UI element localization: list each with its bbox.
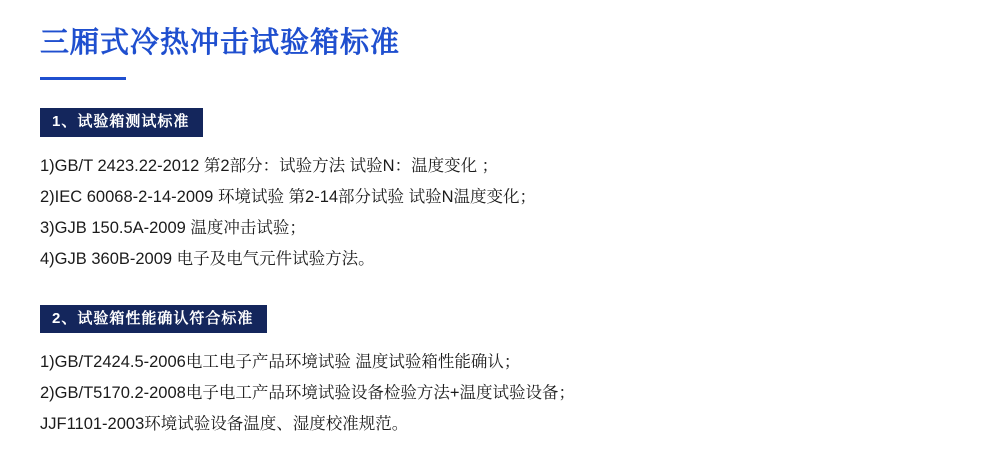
section-test-standards	[40, 108, 960, 275]
list-item: 2)GB/T5170.2-2008电子电工产品环境试验设备检验方法+温度试验设备；	[40, 384, 575, 403]
list-item: 3)GJB 150.5A-2009 温度冲击试验；	[40, 218, 306, 237]
section-heading-1: 1、试验箱测试标准	[40, 108, 203, 137]
list-item: 1)GB/T 2423.22-2012 第2部分：试验方法 试验N：温度变化 ；	[40, 156, 499, 175]
section-2-lines	[40, 347, 960, 440]
list-item: JJF1101-2003环境试验设备温度、湿度校准规范。	[40, 415, 409, 434]
title-block	[40, 0, 960, 80]
title-underline-rule	[40, 77, 126, 80]
section-performance-standards	[40, 305, 960, 441]
list-item: 4)GJB 360B-2009 电子及电气元件试验方法。	[40, 249, 375, 268]
page-title: 三厢式冷热冲击试验箱标准	[40, 27, 401, 59]
section-heading-2: 2、试验箱性能确认符合标准	[40, 305, 267, 334]
list-item: 2)IEC 60068-2-14-2009 环境试验 第2-14部分试验 试验N温度变化；	[40, 187, 537, 206]
list-item: 1)GB/T2424.5-2006电工电子产品环境试验 温度试验箱性能确认；	[40, 353, 521, 372]
section-1-lines	[40, 151, 960, 275]
